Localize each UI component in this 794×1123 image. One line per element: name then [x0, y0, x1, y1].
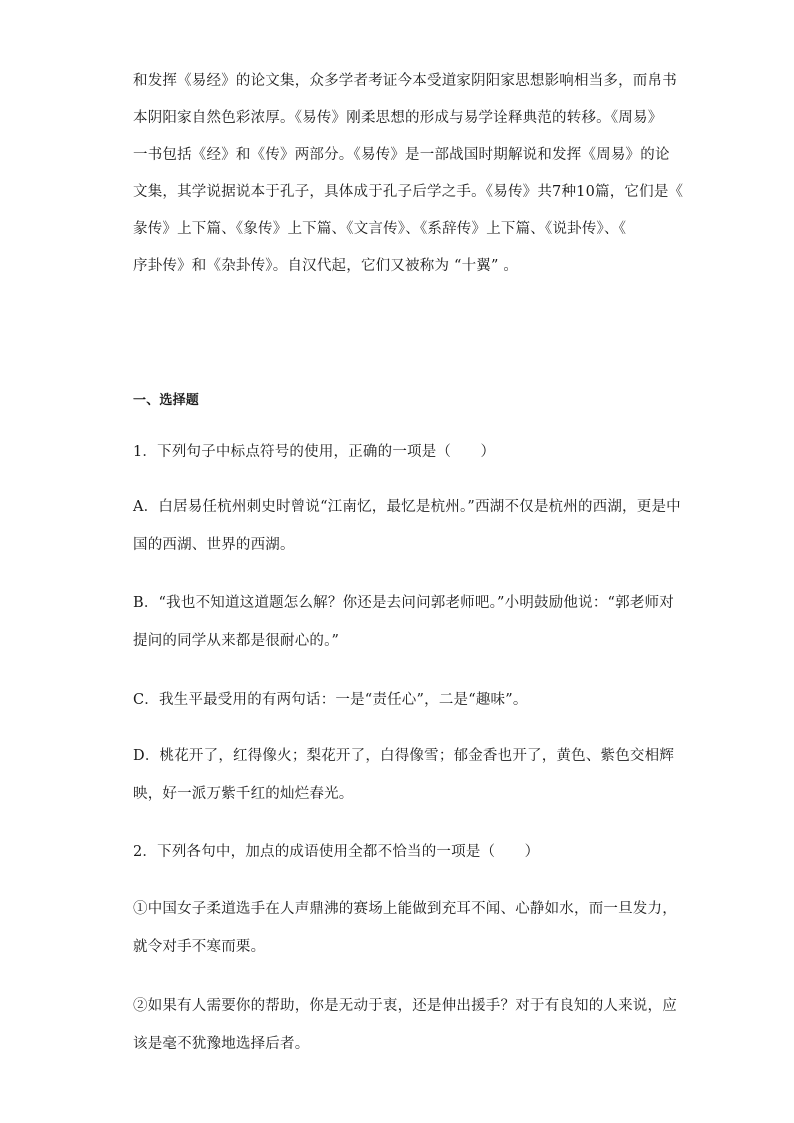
intro-line: 一书包括《经》和《传》两部分。《易传》是一部战国时期解说和发挥《周易》的论	[133, 147, 670, 163]
option-a-line: A．白居易任杭州刺史时曾说“江南忆，最忆是杭州。”西湖不仅是杭州的西湖，更是中	[133, 499, 681, 515]
option-c-line: C．我生平最受用的有两句话：一是“责任心”，二是“趣味”。	[133, 692, 528, 708]
option-a-line: 国的西湖、世界的西湖。	[133, 537, 295, 553]
question-2-item-2-line: 该是毫不犹豫地选择后者。	[133, 1036, 310, 1052]
option-b-line: 提问的同学从来都是很耐心的。”	[133, 633, 340, 649]
intro-line: 序卦传》和《杂卦传》。自汉代起，它们又被称为 “十翼” 。	[133, 258, 519, 274]
option-d-line: D．桃花开了，红得像火；梨花开了，白得像雪；郁金香也开了，黄色、紫色交相辉	[133, 748, 675, 764]
option-b-line: B．“我也不知道这道题怎么解？你还是去问问郭老师吧。”小明鼓励他说：“郭老师对	[133, 595, 674, 611]
question-2-item-2-line: ②如果有人需要你的帮助，你是无动于衷，还是伸出援手？对于有良知的人来说，应	[133, 998, 677, 1014]
intro-line: 文集，其学说据说本于孔子，具体成于孔子后学之手。《易传》共7种10篇，它们是《	[133, 184, 684, 200]
intro-line: 和发挥《易经》的论文集，众多学者考证今本受道家阴阳家思想影响相当多，而帛书	[133, 73, 677, 89]
question-2-stem: 2．下列各句中，加点的成语使用全都不恰当的一项是（ ）	[133, 844, 540, 860]
intro-line: 本阴阳家自然色彩浓厚。《易传》刚柔思想的形成与易学诠释典范的转移。《周易》	[133, 110, 663, 126]
intro-line: 彖传》上下篇、《象传》上下篇、《文言传》、《系辞传》上下篇、《说卦传》、《	[133, 221, 627, 237]
question-2-item-1-line: 就令对手不寒而栗。	[133, 939, 266, 955]
question-1-stem: 1．下列句子中标点符号的使用，正确的一项是（ ）	[133, 444, 496, 460]
question-2-item-1-line: ①中国女子柔道选手在人声鼎沸的赛场上能做到充耳不闻、心静如水，而一旦发力，	[133, 901, 677, 917]
section-title: 一、选择题	[133, 393, 200, 408]
option-d-line: 映，好一派万紫千红的灿烂春光。	[133, 786, 354, 802]
